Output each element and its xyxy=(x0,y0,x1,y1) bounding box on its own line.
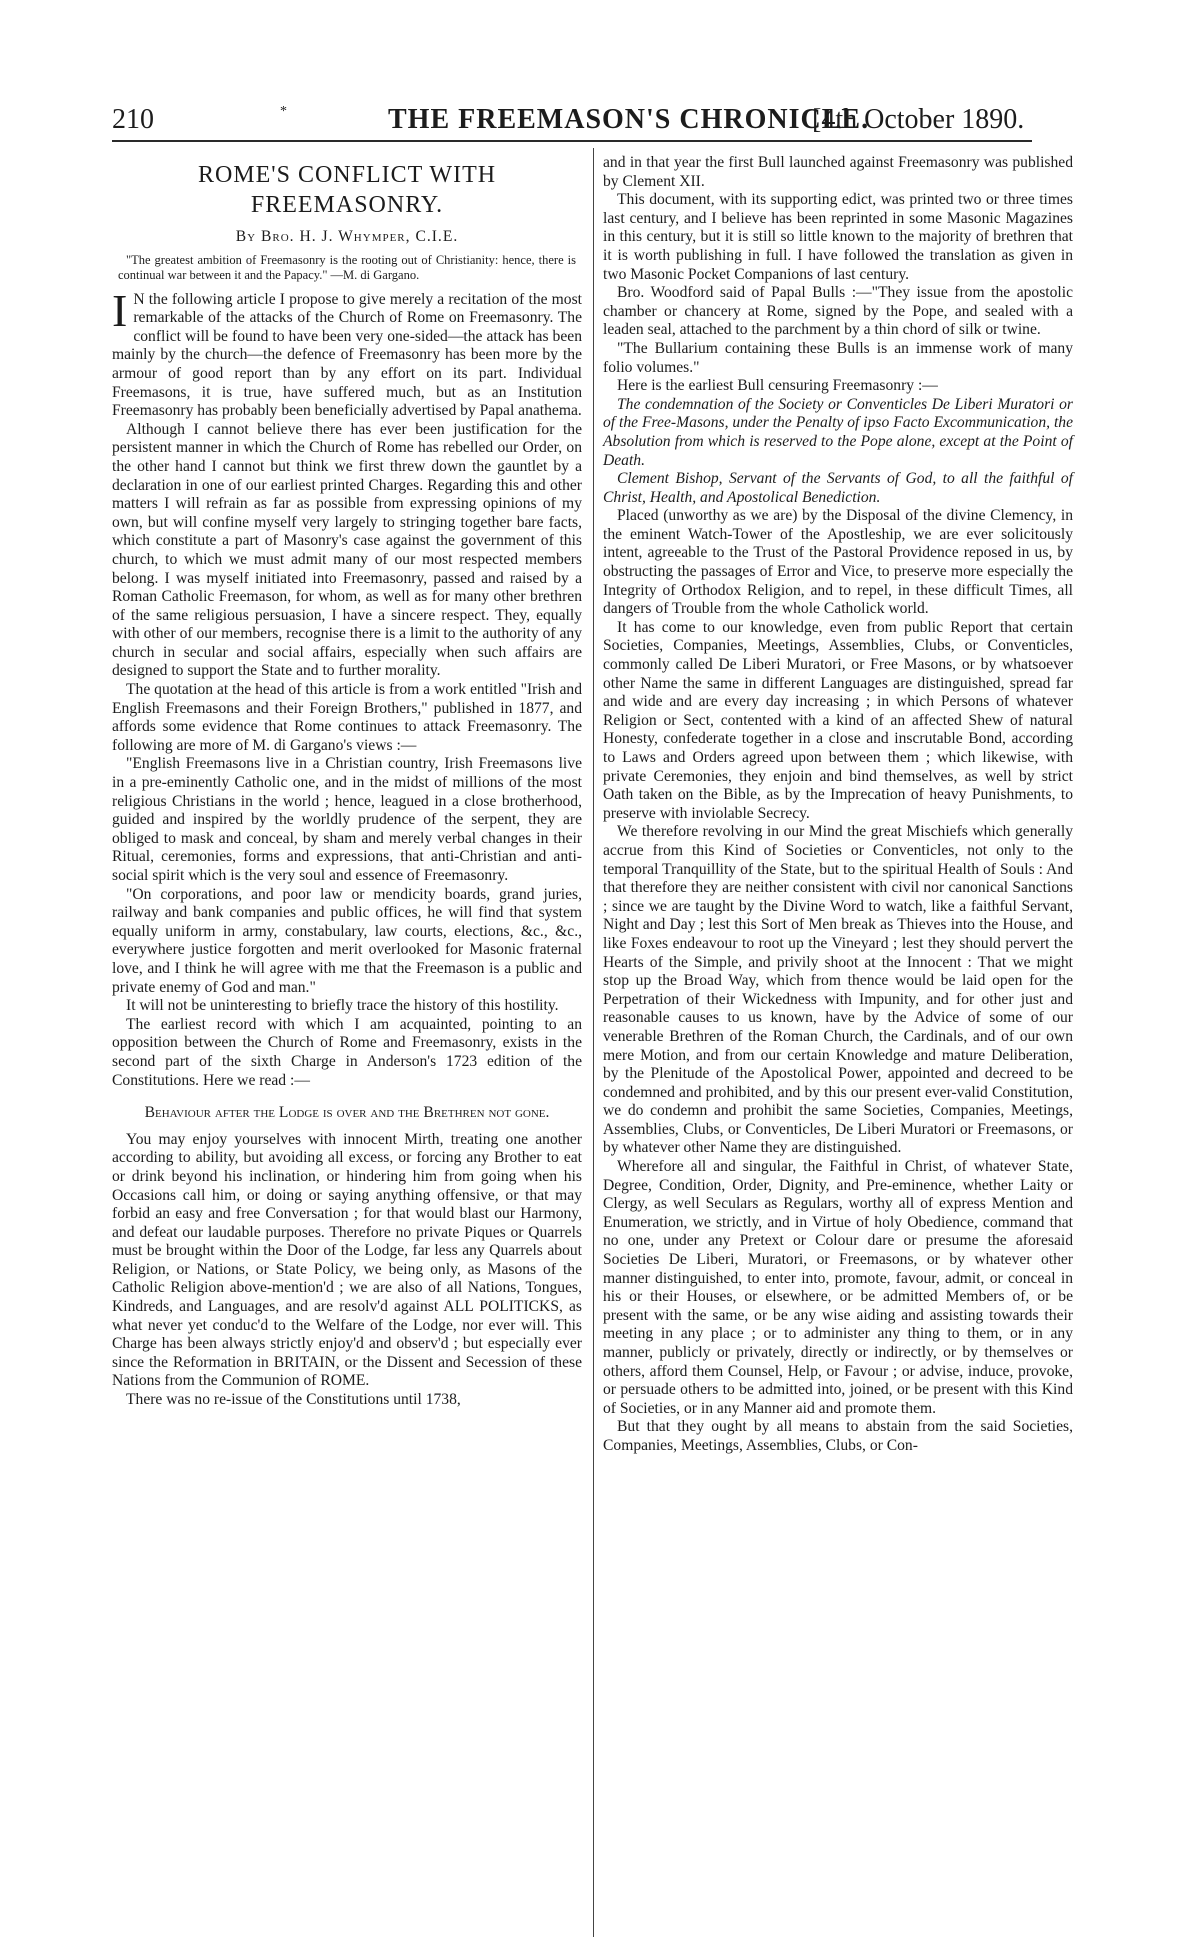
paragraph: Here is the earliest Bull censuring Freemasonry :— xyxy=(617,377,938,395)
charge-subheading: Behaviour after the Lodge is over and the Brethren not gone. xyxy=(144,1104,550,1122)
left-column xyxy=(112,150,582,1410)
paragraph xyxy=(112,284,582,421)
paragraph: Bro. Woodford said of Papal Bulls :—"They issue from the apostolic chamber or chancery at Rome, signed by the Pope, and sealed with a leaden seal, attached to the parchment by a thin chord of silk or twine. xyxy=(603,284,1073,339)
publication-title: THE FREEMASON'S CHRONICLE. xyxy=(388,104,870,135)
article-title: ROME'S CONFLICT WITH FREEMASONRY. xyxy=(197,162,497,218)
paragraph: It will not be uninteresting to briefly trace the history of this hostility. xyxy=(126,997,559,1015)
page-number: 210 xyxy=(112,104,154,135)
article-byline: By Bro. H. J. Whymper, C.I.E. xyxy=(235,228,459,245)
column-divider xyxy=(593,148,594,1937)
paragraph: The quotation at the head of this article is from a work entitled "Irish and English Freemasons and their Foreign Brothers," published in 1877, and affords some evidence that Rome continues to attack Freemasonry. The following are more of M. di Gargano's views :— xyxy=(112,681,582,754)
paragraph: Wherefore all and singular, the Faithful in Christ, of whatever State, Degree, Condition, Order, Dignity, and Pre-eminence, whether Laity or Clergy, as well Seculars as Regulars, worthy all of express Mention and Enumeration, we strictly, and in Virtue of holy Obedience, command that no one, under any Pretext or Colour dare or presume the aforesaid Societies De Liberi, Muratori, or Freemasons, or by whatever other manner distinguished, to enter into, promote, favour, admit, or conceal in his or their Houses, or elsewhere, or be admitted Members of, or be present with the same, or be any wise aiding and assisting towards their meeting in any place ; or to administer any thing to them, or in any manner, publicly or privately, directly or indirectly, or by themselves or others, afford them Counsel, Help, or Favour ; or advise, induce, provoke, or persuade others to be admitted into, joined, or be present with this Kind of Societies, or in any Manner aid and promote them. xyxy=(603,1158,1073,1417)
bull-salutation: Clement Bishop, Servant of the Servants of God, to all the faithful of Christ, Health, and Apostolical Benediction. xyxy=(603,470,1073,506)
page-header xyxy=(112,102,1032,138)
paragraph: Placed (unworthy as we are) by the Disposal of the divine Clemency, in the eminent Watch-Tower of the Apostleship, we are ever solicitously intent, agreeable to the Trust of the Pastoral Providence reposed in us, by obstructing the passages of Error and Vice, to preserve more especially the Integrity of Orthodox Religion, and to repel, in these difficult Times, all dangers of Trouble from the whole Catholick world. xyxy=(603,507,1073,618)
article-epigraph: "The greatest ambition of Freemasonry is the rooting out of Christianity: hence, there is continual war between it and the Papacy." —M. di Gargano. xyxy=(118,252,576,282)
paragraph: Although I cannot believe there has ever been justification for the persistent manner in which the Church of Rome has rebelled our Order, on the other hand I cannot but think we first threw down the gauntlet by a declaration in one of our earliest printed Charges. Regarding this and other matters I will refrain as far as possible from expressing opinions of my own, but will confine myself very largely to stringing together bare facts, which constitute a part of Masonry's case against the government of this church, to which we must admit many of our most respected members belong. I was myself initiated into Freemasonry, passed and raised by a Roman Catholic Freemason, for whom, as well as for many other brethren of the same religious persuasion, I have a sincere respect. They, equally with other of our members, recognise there is a limit to the authority of any church in secular and social affairs, especially when such affairs are designed to support the State and to further morality. xyxy=(112,420,582,680)
paragraph: The earliest record with which I am acquainted, pointing to an opposition between the Church of Rome and Freemasonry, exists in the second part of the sixth Charge in Anderson's 1723 edition of the Constitutions. Here we read :— xyxy=(112,1015,582,1089)
quotation: "On corporations, and poor law or mendicity boards, grand juries, railway and bank companies and public offices, he will find that system equally uniform in army, constabulary, law courts, elections, &c., &c., everywhere justice forgotten and merit overlooked for Masonic fraternal love, and I think he will agree with me that the Freemason is a public and private enemy of God and man." xyxy=(112,885,582,996)
printer-mark: * xyxy=(280,104,287,119)
paragraph: and in that year the first Bull launched against Freemasonry was published by Clement XII. xyxy=(603,154,1073,190)
bull-heading: The condemnation of the Society or Conventicles De Liberi Muratori or of the Free-Masons, under the Penalty of ipso Facto Excommunication, the Absolution from which is reserved to the Pope alone, except at the Point of Death. xyxy=(603,395,1073,469)
paragraph: We therefore revolving in our Mind the great Mischiefs which generally accrue from this Kind of Societies or Conventicles, not only to the temporal Tranquillity of the State, but to the spiritual Health of Souls : And that therefore they are neither consistent with civil nor canonical Sanctions ; since we are taught by the Divine Word to watch, like a faithful Servant, Night and Day ; lest this Sort of Men break as Thieves into the House, and like Foxes endeavour to root up the Vineyard ; lest they should pervert the Hearts of the Simple, and privily shoot at the Innocent : That we might stop up the Broad Way, which from thence would be laid open for the Perpetration of their Wickedness with Impunity, and for other just and reasonable causes to us known, have by the Advice of some of our venerable Brethren of the Roman Church, the Cardinals, and of our own mere Motion, and from our certain Knowledge and mature Deliberation, by the Plenitude of the Apostolical Power, appointed and decreed to be condemned and prohibited, and by this our present ever-valid Constitution, we do condemn and prohibit the same Societies, Companies, Meetings, Assemblies, Clubs, or Conventicles, De Liberi Muratori or Freemasons, or by whatever other Name they are distinguished. xyxy=(603,823,1073,1157)
charge-text: You may enjoy yourselves with innocent Mirth, treating one another according to ability, but avoiding all excess, or forcing any Brother to eat or drink beyond his inclination, or hindering him from going when his Occasions call him, or doing or saying anything offensive, or that may forbid an easy and free Conversation ; for that would blast our Harmony, and defeat our laudable purposes. Therefore no private Piques or Quarrels must be brought within the Door of the Lodge, far less any Quarrels about Religion, or Nations, or State Policy, we being only, as Masons of the Catholic Religion above-mention'd ; we are also of all Nations, Tongues, Kindreds, and Languages, and are resolv'd against ALL POLITICKS, as what never yet conduc'd to the Welfare of the Lodge, nor ever will. This Charge has been always strictly enjoy'd and observ'd ; but especially ever since the Reformation in BRITAIN, or the Dissent and Secession of these Nations from the Communion of ROME. xyxy=(112,1130,582,1390)
issue-date: [4th October 1890. xyxy=(812,104,1025,135)
paragraph-text: N the following article I propose to give merely a recitation of the most remarkable of the attacks of the Church of Rome on Freemasonry. The conflict will be found to have been very one-sided—the attack has been mainly by the church—the defence of Freemasonry has been more by the armour of good report than by any effort on its part. Individual Freemasons, it is true, have suffered much, but as an Institution Freemasonry has probably been beneficially advertised by Papal anathema. xyxy=(112,290,582,420)
paragraph: It has come to our knowledge, even from public Report that certain Societies, Companies, Meetings, Assemblies, Clubs, or Conventicles, commonly called De Liberi Muratori, or Free Masons, or by whatsoever other Name the same in different Languages are distinguished, spread far and wide and are every day increasing ; in which Persons of whatever Religion or Sect, contented with a kind of an affected Shew of natural Honesty, confederate together in a close and inscrutable Bond, according to Laws and Orders agreed upon between them ; which likewise, with private Ceremonies, they enjoin and bind themselves, as well by strict Oath taken on the Bible, as by the Imprecation of heavy Punishments, to preserve with inviolable Secrecy. xyxy=(603,618,1073,822)
paragraph: There was no re-issue of the Constitutions until 1738, xyxy=(126,1391,461,1409)
paragraph: This document, with its supporting edict, was printed two or three times last century, and I believe has been reprinted in some Masonic Magazines in this century, but it is still so little known to the majority of brethren that it is worth publishing in full. I have followed the translation as given in two Masonic Pocket Companions of last century. xyxy=(603,191,1073,283)
drop-cap: I xyxy=(112,284,128,336)
quotation: "English Freemasons live in a Christian country, Irish Freemasons live in a pre-eminently Catholic one, and in the midst of millions of the most religious Christians in the world ; hence, leagued in a close brotherhood, guided and inspired by the worldly prudence of the serpent, they are obliged to mask and conceal, by sham and merely verbal changes in their Ritual, ceremonies, forms and expressions, that anti-Christian and anti-social spirit which is the very soul and essence of Freemasonry. xyxy=(112,755,582,884)
paragraph: "The Bullarium containing these Bulls is an immense work of many folio volumes." xyxy=(603,339,1073,376)
paragraph: But that they ought by all means to abstain from the said Societies, Companies, Meetings, Assemblies, Clubs, or Con- xyxy=(603,1418,1073,1454)
header-rule xyxy=(112,140,1032,142)
right-column xyxy=(603,154,1073,1456)
